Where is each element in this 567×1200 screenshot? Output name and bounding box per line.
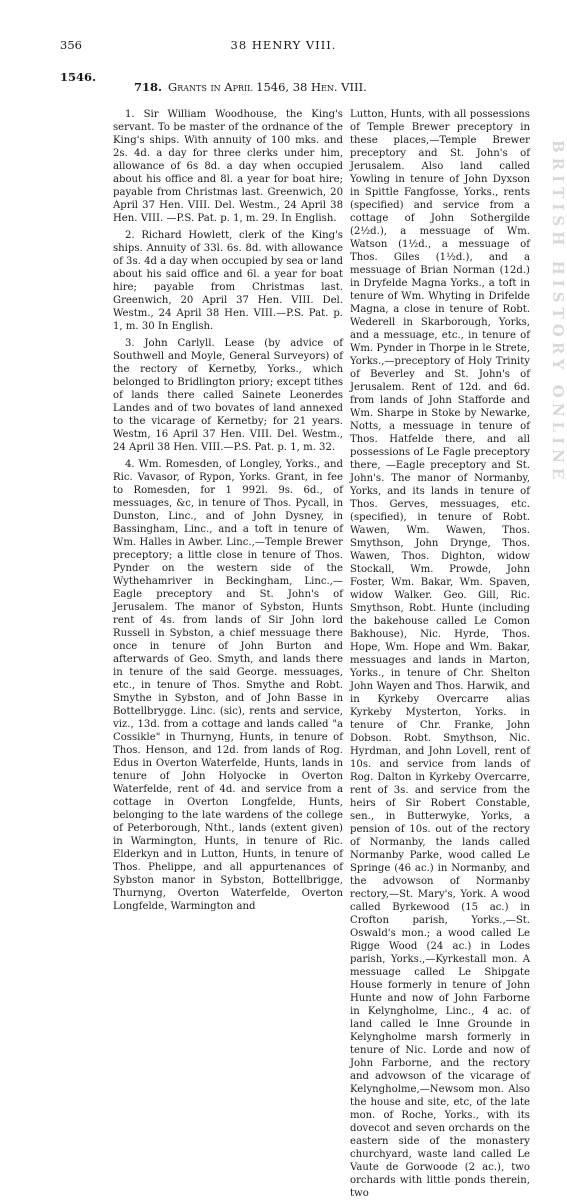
running-title: 38 HENRY VIII.: [230, 38, 337, 52]
section-title: Grants in April 1546, 38 Hen. VIII.: [168, 80, 367, 94]
page-number: 356: [60, 38, 82, 52]
section-number: 718.: [134, 80, 163, 94]
watermark-stamp: BRITISH HISTORY ONLINE: [549, 140, 567, 485]
grant-entry-4-continued: Lutton, Hunts, with all possessions of Temple Brewer preceptory in these places,—Temple Brewer preceptory and St. John's of Jerusalem. Also land called Yowling in tenure of John Dyxson in Spittle Fangfosse, Yorks., rents (specified) and service from a cottage of John Sothergilde (2½d.), a messuage of Wm. Watson (1½d., a messuage of Thos. Giles (1½d.), and a messuage of Brian Norman (12d.) in Dryfelde Magna Yorks., a toft in tenure of Wm. Whyting in Drifelde Magna, a close in tenure of Robt. Wederell in Skarborough, Yorks, and a messuage, etc., in tenure of Wm. Pynder in Thorpe in le Strete, Yorks.,—preceptory of Holy Trinity of Beverley and St. John's of Jerusalem. Rent of 12d. and 6d. from lands of John Stafforde and Wm. Sharpe in Stoke by Newarke, Notts, a messuage in tenure of Thos. Hatfelde there, and all possessions of Le Fagle preceptory there, —Eagle preceptory and St. John's. The manor of Normanby, Yorks, and its lands in tenure of Thos. Gerves, messuages, etc. (specified), in tenure of Robt. Wawen, Wm. Wawen, Thos. Smythson, John Drynge, Thos. Wawen, Thos. Dighton, widow Stockall, Wm. Prowde, John Foster, Wm. Bakar, Wm. Spaven, widow Walker. Geo. Gill, Ric. Smythson, Robt. Hunte (including the bakehouse called Le Comon Bakhouse), Nic. Hyrde, Thos. Hope, Wm. Hope and Wm. Bakar, messuages and lands in Marton, Yorks., in tenure of Chr. Shelton John Wayen and Thos. Harwik, and in Kyrkeby Overcarre alias Kyrkeby Mysterton, Yorks. in tenure of Chr. Franke, John Dobson. Robt. Smythson, Nic. Hyrdman, and John Lovell, rent of 10s. and service from lands of Rog. Dalton in Kyrkeby Overcarre, rent of 3s. and service from the heirs of Sir Robert Constable, sen., in Butterwyke, Yorks, a pension of 10s. out of the rectory of Normanby, the lands called Normanby Parke, wood called Le Springe (46 ac.) in Normanby, and the advowson of Normanby rectory,—St. Mary's, York. A wood called Byrkewood (15 ac.) in Crofton parish, Yorks.,—St. Oswald's mon.; a wood called Le Rigge Wood (24 ac.) in Lodes parish, Yorks.,—Kyrkestall mon. A messuage called Le Shipgate House formerly in tenure of John Hunte and now of John Farborne in Kelyngholme, Linc., 4 ac. of land called le Inne Grounde in Kelyngholme marsh formerly in tenure of Nic. Lorde and now of John Farborne, and the rectory and advowson of the vicarage of Kelyngholme,—Newsom mon. Also the house and site, etc, of the late mon. of Roche, Yorks., with its dovecot and seven orchards on the eastern side of the monastery churchyard, waste land called Le Vaute de Gorwoode (2 ac.), two orchards with little ponds therein, two: [350, 109, 530, 1199]
grant-entry-1: 1. Sir William Woodhouse, the King's servant. To be master of the ordnance of the King's ships. With annuity of 100 mks. and 2s. 4d. a day for three clerks under him, allowance of 6s 8d. a day when occupied about his office and 8l. a year for boat hire; payable from Christmas last. Greenwich, 20 April 37 Hen. VIII. Del. Westm., 24 April 38 Hen. VIII. —P.S. Pat. p. 1, m. 29. In English.: [113, 109, 343, 224]
grant-entry-2: 2. Richard Howlett, clerk of the King's ships. Annuity of 33l. 6s. 8d. with allowance of 3s. 4d a day when occupied by sea or land about his said office and 6l. a year for boat hire; payable from Christmas last. Greenwich, 20 April 37 Hen. VIII. Del. Westm., 24 April 38 Hen. VIII.—P.S. Pat. p. 1, m. 30 In English.: [113, 230, 343, 332]
right-column: [350, 108, 530, 1199]
year-marker: 1546.: [60, 70, 97, 84]
left-column: [113, 108, 343, 912]
section-heading: [134, 80, 367, 94]
grant-entry-4: 4. Wm. Romesden, of Longley, Yorks., and Ric. Vavasor, of Rypon, Yorks. Grant, in fee to Romesden, for 1 992l. 9s. 6d., of messuages, &c, in tenure of Thos. Pycall, in Dunston, Linc., and of John Dysney, in Bassingham, Linc., and a toft in tenure of Wm. Halles in Awber. Linc.,—Temple Brewer preceptory; a little close in tenure of Thos. Pynder on the western side of the Wythehamriver in Beckingham, Linc.,—Eagle preceptory and St. John's of Jerusalem. The manor of Sybston, Hunts rent of 4s. from lands of Sir John lord Russell in Sybston, a chief messuage there once in tenure of John Burton and afterwards of Geo. Smyth, and lands there in tenure of the said George. messuages, etc., in tenure of Thos. Smythe and Robt. Smythe in Sybston, and of John Basse in Bottellbrygge. Linc. (sic), rents and service, viz., 13d. from a cottage and lands called "a Cossikle" in Thurnyng, Hunts, in tenure of Thos. Henson, and 12d. from lands of Rog. Edus in Overton Waterfelde, Hunts, lands in tenure of John Holyocke in Overton Waterfelde, rent of 4d. and service from a cottage in Overton Longfelde, Hunts, belonging to the late wardens of the college of Peterborough, Ntht., lands (extent given) in Warmington, Hunts, in tenure of Ric. Elderkyn and in Lutton, Hunts, in tenure of Thos. Phelippe, and all appurtenances of Sybston manor in Sybston, Bottellbrigge, Thurnyng, Overton Waterfelde, Overton Longfelde, Warmington and: [113, 459, 343, 912]
grant-entry-3: 3. John Carlyll. Lease (by advice of Southwell and Moyle, General Surveyors) of the rectory of Kernetby, Yorks., which belonged to Bridlington priory; except tithes of lands there called Sainete Leonerdes Landes and of two bovates of land annexed to the vicarage of Kernetby; for 21 years. Westm, 16 April 37 Hen. VIII. Del. Westm., 24 April 38 Hen. VIII.—P.S. Pat. p. 1, m. 32.: [113, 338, 343, 453]
